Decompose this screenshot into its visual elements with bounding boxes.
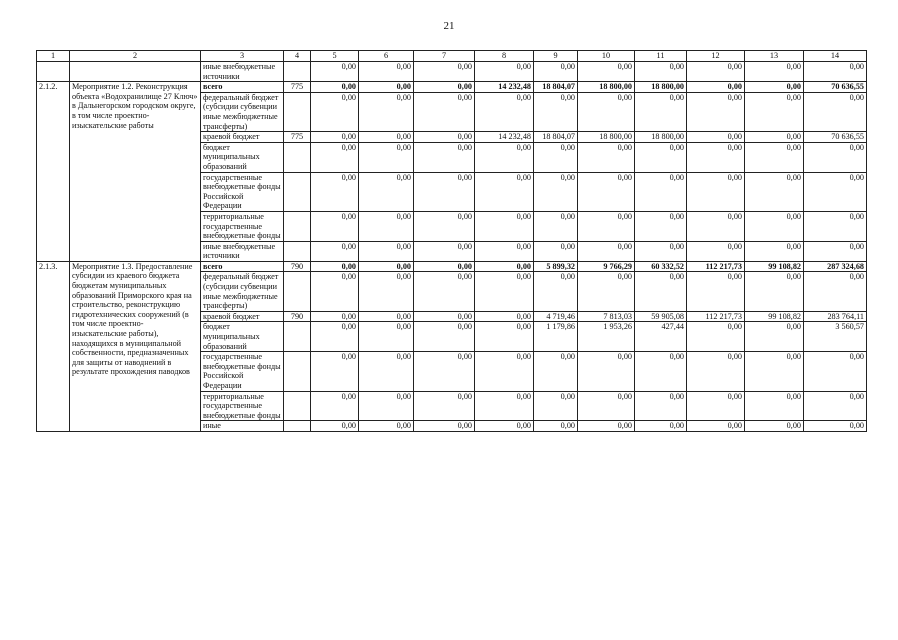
grbs-code: 775 [284,132,311,143]
table-row [37,82,867,93]
amount-cell: 0,00 [475,211,534,241]
funding-source: бюджет муниципальных образований [201,142,284,172]
amount-cell: 0,00 [578,211,635,241]
amount-cell: 0,00 [311,92,359,131]
measure-name-cell [70,62,201,82]
amount-cell: 0,00 [311,241,359,261]
amount-cell: 0,00 [475,261,534,272]
amount-cell: 18 800,00 [578,82,635,93]
amount-cell: 3 560,57 [804,322,867,352]
column-header: 6 [359,51,414,62]
amount-cell: 0,00 [311,322,359,352]
grbs-code [284,352,311,391]
amount-cell: 0,00 [745,352,804,391]
funding-source: государственные внебюджетные фонды Российской Федерации [201,172,284,211]
funding-source: иные [201,421,284,432]
grbs-code [284,391,311,421]
grbs-code: 790 [284,261,311,272]
amount-cell: 0,00 [414,132,475,143]
amount-cell: 18 800,00 [635,132,687,143]
amount-cell: 0,00 [311,132,359,143]
measure-code: 2.1.2. [37,82,70,262]
amount-cell: 0,00 [687,211,745,241]
amount-cell: 0,00 [745,172,804,211]
amount-cell: 0,00 [475,92,534,131]
amount-cell: 1 179,86 [534,322,578,352]
amount-cell: 0,00 [359,261,414,272]
amount-cell: 0,00 [635,391,687,421]
amount-cell: 0,00 [745,82,804,93]
amount-cell: 0,00 [414,62,475,82]
funding-source: территориальные государственные внебюджетные фонды [201,391,284,421]
amount-cell: 5 899,32 [534,261,578,272]
column-header: 2 [70,51,201,62]
amount-cell: 0,00 [414,352,475,391]
amount-cell: 0,00 [745,241,804,261]
amount-cell: 0,00 [635,62,687,82]
amount-cell: 0,00 [359,241,414,261]
amount-cell: 0,00 [635,352,687,391]
amount-cell: 0,00 [745,62,804,82]
column-header: 4 [284,51,311,62]
amount-cell: 0,00 [311,391,359,421]
column-header: 10 [578,51,635,62]
amount-cell: 7 813,03 [578,311,635,322]
amount-cell: 0,00 [414,261,475,272]
amount-cell: 0,00 [311,172,359,211]
column-header: 8 [475,51,534,62]
amount-cell: 0,00 [635,421,687,432]
amount-cell: 287 324,68 [804,261,867,272]
funding-source: бюджет муниципальных образований [201,322,284,352]
amount-cell: 0,00 [635,172,687,211]
grbs-code [284,142,311,172]
amount-cell: 0,00 [687,82,745,93]
amount-cell: 0,00 [804,92,867,131]
amount-cell: 0,00 [534,241,578,261]
funding-source: всего [201,261,284,272]
amount-cell: 0,00 [475,62,534,82]
measure-code: 2.1.3. [37,261,70,431]
amount-cell: 0,00 [578,92,635,131]
amount-cell: 0,00 [745,272,804,311]
amount-cell: 0,00 [534,142,578,172]
amount-cell: 0,00 [311,62,359,82]
amount-cell: 0,00 [745,132,804,143]
amount-cell: 1 953,26 [578,322,635,352]
amount-cell: 99 108,82 [745,261,804,272]
amount-cell: 0,00 [578,172,635,211]
funding-source: государственные внебюджетные фонды Российской Федерации [201,352,284,391]
amount-cell: 0,00 [359,421,414,432]
amount-cell: 0,00 [578,62,635,82]
amount-cell: 0,00 [414,311,475,322]
funding-source: территориальные государственные внебюджетные фонды [201,211,284,241]
grbs-code [284,272,311,311]
amount-cell: 0,00 [687,62,745,82]
amount-cell: 60 332,52 [635,261,687,272]
amount-cell: 0,00 [311,211,359,241]
amount-cell: 0,00 [635,241,687,261]
amount-cell: 0,00 [475,142,534,172]
amount-cell: 0,00 [804,352,867,391]
amount-cell: 0,00 [414,421,475,432]
amount-cell: 0,00 [745,391,804,421]
amount-cell: 0,00 [359,352,414,391]
amount-cell: 0,00 [414,241,475,261]
amount-cell: 0,00 [311,82,359,93]
amount-cell: 0,00 [534,92,578,131]
amount-cell: 0,00 [311,142,359,172]
amount-cell: 0,00 [475,352,534,391]
amount-cell: 59 905,08 [635,311,687,322]
amount-cell: 0,00 [475,311,534,322]
amount-cell: 0,00 [414,172,475,211]
column-header: 9 [534,51,578,62]
amount-cell: 0,00 [534,272,578,311]
amount-cell: 0,00 [359,142,414,172]
table-row [37,261,867,272]
funding-source: краевой бюджет [201,132,284,143]
amount-cell: 0,00 [475,241,534,261]
amount-cell: 0,00 [414,391,475,421]
amount-cell: 0,00 [804,421,867,432]
amount-cell: 0,00 [414,82,475,93]
funding-source: иные внебюджетные источники [201,241,284,261]
amount-cell: 14 232,48 [475,132,534,143]
amount-cell: 18 804,07 [534,132,578,143]
column-header: 14 [804,51,867,62]
amount-cell: 0,00 [578,391,635,421]
amount-cell: 0,00 [687,92,745,131]
amount-cell: 0,00 [311,311,359,322]
amount-cell: 70 636,55 [804,132,867,143]
amount-cell: 0,00 [804,172,867,211]
amount-cell: 0,00 [687,142,745,172]
amount-cell: 0,00 [534,352,578,391]
amount-cell: 0,00 [359,211,414,241]
budget-table [36,50,867,432]
amount-cell: 4 719,46 [534,311,578,322]
amount-cell: 0,00 [359,391,414,421]
amount-cell: 9 766,29 [578,261,635,272]
amount-cell: 0,00 [687,391,745,421]
column-header: 12 [687,51,745,62]
amount-cell: 0,00 [414,211,475,241]
amount-cell: 0,00 [359,172,414,211]
funding-source: краевой бюджет [201,311,284,322]
amount-cell: 0,00 [745,322,804,352]
amount-cell: 0,00 [804,62,867,82]
column-header: 11 [635,51,687,62]
grbs-code [284,211,311,241]
amount-cell: 99 108,82 [745,311,804,322]
amount-cell: 0,00 [475,172,534,211]
amount-cell: 0,00 [534,62,578,82]
grbs-code [284,172,311,211]
amount-cell: 283 764,11 [804,311,867,322]
amount-cell: 0,00 [804,272,867,311]
amount-cell: 0,00 [687,352,745,391]
column-header: 1 [37,51,70,62]
column-header: 13 [745,51,804,62]
amount-cell: 0,00 [578,352,635,391]
amount-cell: 0,00 [414,272,475,311]
amount-cell: 0,00 [687,241,745,261]
amount-cell: 0,00 [687,132,745,143]
amount-cell: 0,00 [804,211,867,241]
funding-source: федеральный бюджет (субсидии субвенции иные межбюджетные трансферты) [201,92,284,131]
amount-cell: 0,00 [578,421,635,432]
amount-cell: 0,00 [414,142,475,172]
grbs-code [284,322,311,352]
measure-name: Мероприятие 1.3. Предоставление субсидии из краевого бюджета бюджетам муниципальных образований Приморского края на строительство, реконструкцию гидротехнических сооружений (в том числе проектно-изыскательские работы), находящихся в муниципальной собственности, предназначенных для защиты от наводнений в результате прохождения паводков [70,261,201,431]
amount-cell: 0,00 [475,272,534,311]
amount-cell: 0,00 [534,391,578,421]
amount-cell: 0,00 [745,92,804,131]
amount-cell: 0,00 [804,391,867,421]
column-header: 7 [414,51,475,62]
amount-cell: 0,00 [359,322,414,352]
amount-cell: 0,00 [745,421,804,432]
amount-cell: 0,00 [804,142,867,172]
header-row [37,51,867,62]
amount-cell: 0,00 [534,211,578,241]
column-header: 3 [201,51,284,62]
amount-cell: 0,00 [687,421,745,432]
amount-cell: 0,00 [414,322,475,352]
amount-cell: 0,00 [687,272,745,311]
amount-cell: 18 804,07 [534,82,578,93]
measure-name: Мероприятие 1.2. Реконструкция объекта «Водохранилище 27 Ключ» в Дальнегорском городском округе, в том числе проектно-изыскательские работы [70,82,201,262]
amount-cell: 0,00 [534,172,578,211]
grbs-code: 790 [284,311,311,322]
amount-cell: 0,00 [578,241,635,261]
amount-cell: 0,00 [359,272,414,311]
amount-cell: 0,00 [359,92,414,131]
funding-source: федеральный бюджет (субсидии субвенции иные межбюджетные трансферты) [201,272,284,311]
amount-cell: 0,00 [311,421,359,432]
amount-cell: 0,00 [311,272,359,311]
amount-cell: 0,00 [414,92,475,131]
grbs-code [284,421,311,432]
amount-cell: 0,00 [359,132,414,143]
amount-cell: 0,00 [475,322,534,352]
amount-cell: 18 800,00 [578,132,635,143]
measure-code-cell [37,62,70,82]
amount-cell: 0,00 [687,172,745,211]
amount-cell: 0,00 [635,211,687,241]
amount-cell: 0,00 [635,142,687,172]
table-row [37,62,867,82]
column-header: 5 [311,51,359,62]
funding-source: всего [201,82,284,93]
amount-cell: 0,00 [475,421,534,432]
amount-cell: 0,00 [745,211,804,241]
amount-cell: 427,44 [635,322,687,352]
amount-cell: 112 217,73 [687,261,745,272]
amount-cell: 0,00 [359,82,414,93]
grbs-code [284,92,311,131]
amount-cell: 0,00 [534,421,578,432]
grbs-code: 775 [284,82,311,93]
amount-cell: 0,00 [359,311,414,322]
grbs-code [284,241,311,261]
amount-cell: 0,00 [687,322,745,352]
amount-cell: 0,00 [311,261,359,272]
amount-cell: 0,00 [745,142,804,172]
amount-cell: 0,00 [359,62,414,82]
amount-cell: 112 217,73 [687,311,745,322]
amount-cell: 0,00 [635,272,687,311]
amount-cell: 14 232,48 [475,82,534,93]
amount-cell: 18 800,00 [635,82,687,93]
grbs-code [284,62,311,82]
page-number: 21 [443,20,455,32]
funding-source: иные внебюджетные источники [201,62,284,82]
amount-cell: 0,00 [311,352,359,391]
amount-cell: 0,00 [635,92,687,131]
amount-cell: 70 636,55 [804,82,867,93]
amount-cell: 0,00 [475,391,534,421]
amount-cell: 0,00 [578,142,635,172]
amount-cell: 0,00 [804,241,867,261]
amount-cell: 0,00 [578,272,635,311]
